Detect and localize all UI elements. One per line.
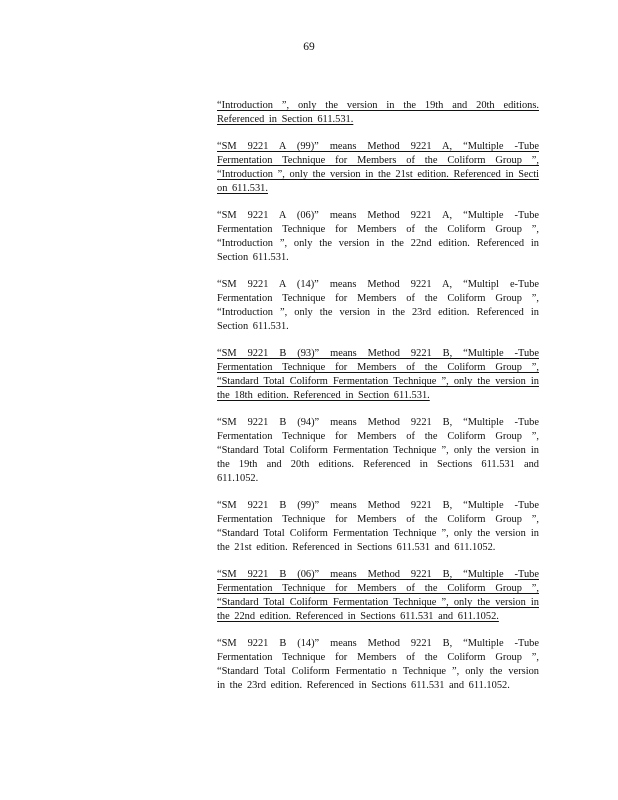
- definition-paragraph: “SM 9221 B (94)” means Method 9221 B, “Multiple -Tube Fermentation Technique for Members of the Coliform Group ”, “Standard Total Coliform Fermentation Technique ”, only the version in the 19th and 20th editions. Referenced in Sections 611.531 and 611.1052.: [217, 417, 539, 485]
- definition-paragraph: “SM 9221 B (99)” means Method 9221 B, “Multiple -Tube Fermentation Technique for Members of the Coliform Group ”, “Standard Total Coliform Fermentation Technique ”, only the version in the 21st edition. Referenced in Sections 611.531 and 611.1052.: [217, 500, 539, 554]
- definition-paragraph: “SM 9221 A (06)” means Method 9221 A, “Multiple -Tube Fermentation Technique for Members of the Coliform Group ”, “Introduction ”, only the version in the 22nd edition. Referenced in Section 611.531.: [217, 210, 539, 264]
- definition-paragraph: “SM 9221 B (14)” means Method 9221 B, “Multiple -Tube Fermentation Technique for Members of the Coliform Group ”, “Standard Total Coliform Fermentatio n Technique ”, only the version in the 23rd edition. Referenced in Sections 611.531 and 611.1052.: [217, 638, 539, 692]
- definition-paragraph: “SM 9221 B (06)” means Method 9221 B, “Multiple -Tube Fermentation Technique for Members of the Coliform Group ”, “Standard Total Coliform Fermentation Technique ”, only the version in the 22nd edition. Referenced in Sections 611.531 and 611.1052.: [217, 569, 539, 623]
- definition-paragraph: “Introduction ”, only the version in the 19th and 20th editions. Referenced in Section 611.531.: [217, 100, 539, 126]
- definition-paragraph: “SM 9221 B (93)” means Method 9221 B, “Multiple -Tube Fermentation Technique for Members of the Coliform Group ”, “Standard Total Coliform Fermentation Technique ”, only the version in the 18th edition. Referenced in Section 611.531.: [217, 348, 539, 402]
- page-number: 69: [303, 41, 315, 53]
- definition-paragraph: “SM 9221 A (99)” means Method 9221 A, “Multiple -Tube Fermentation Technique for Members of the Coliform Group ”, “Introduction ”, only the version in the 21st edition. Referenced in Secti on 611.531.: [217, 141, 539, 195]
- document-body: [217, 89, 539, 706]
- definition-paragraph: “SM 9221 A (14)” means Method 9221 A, “Multipl e-Tube Fermentation Technique for Members of the Coliform Group ”, “Introduction ”, only the version in the 23rd edition. Referenced in Section 611.531.: [217, 279, 539, 333]
